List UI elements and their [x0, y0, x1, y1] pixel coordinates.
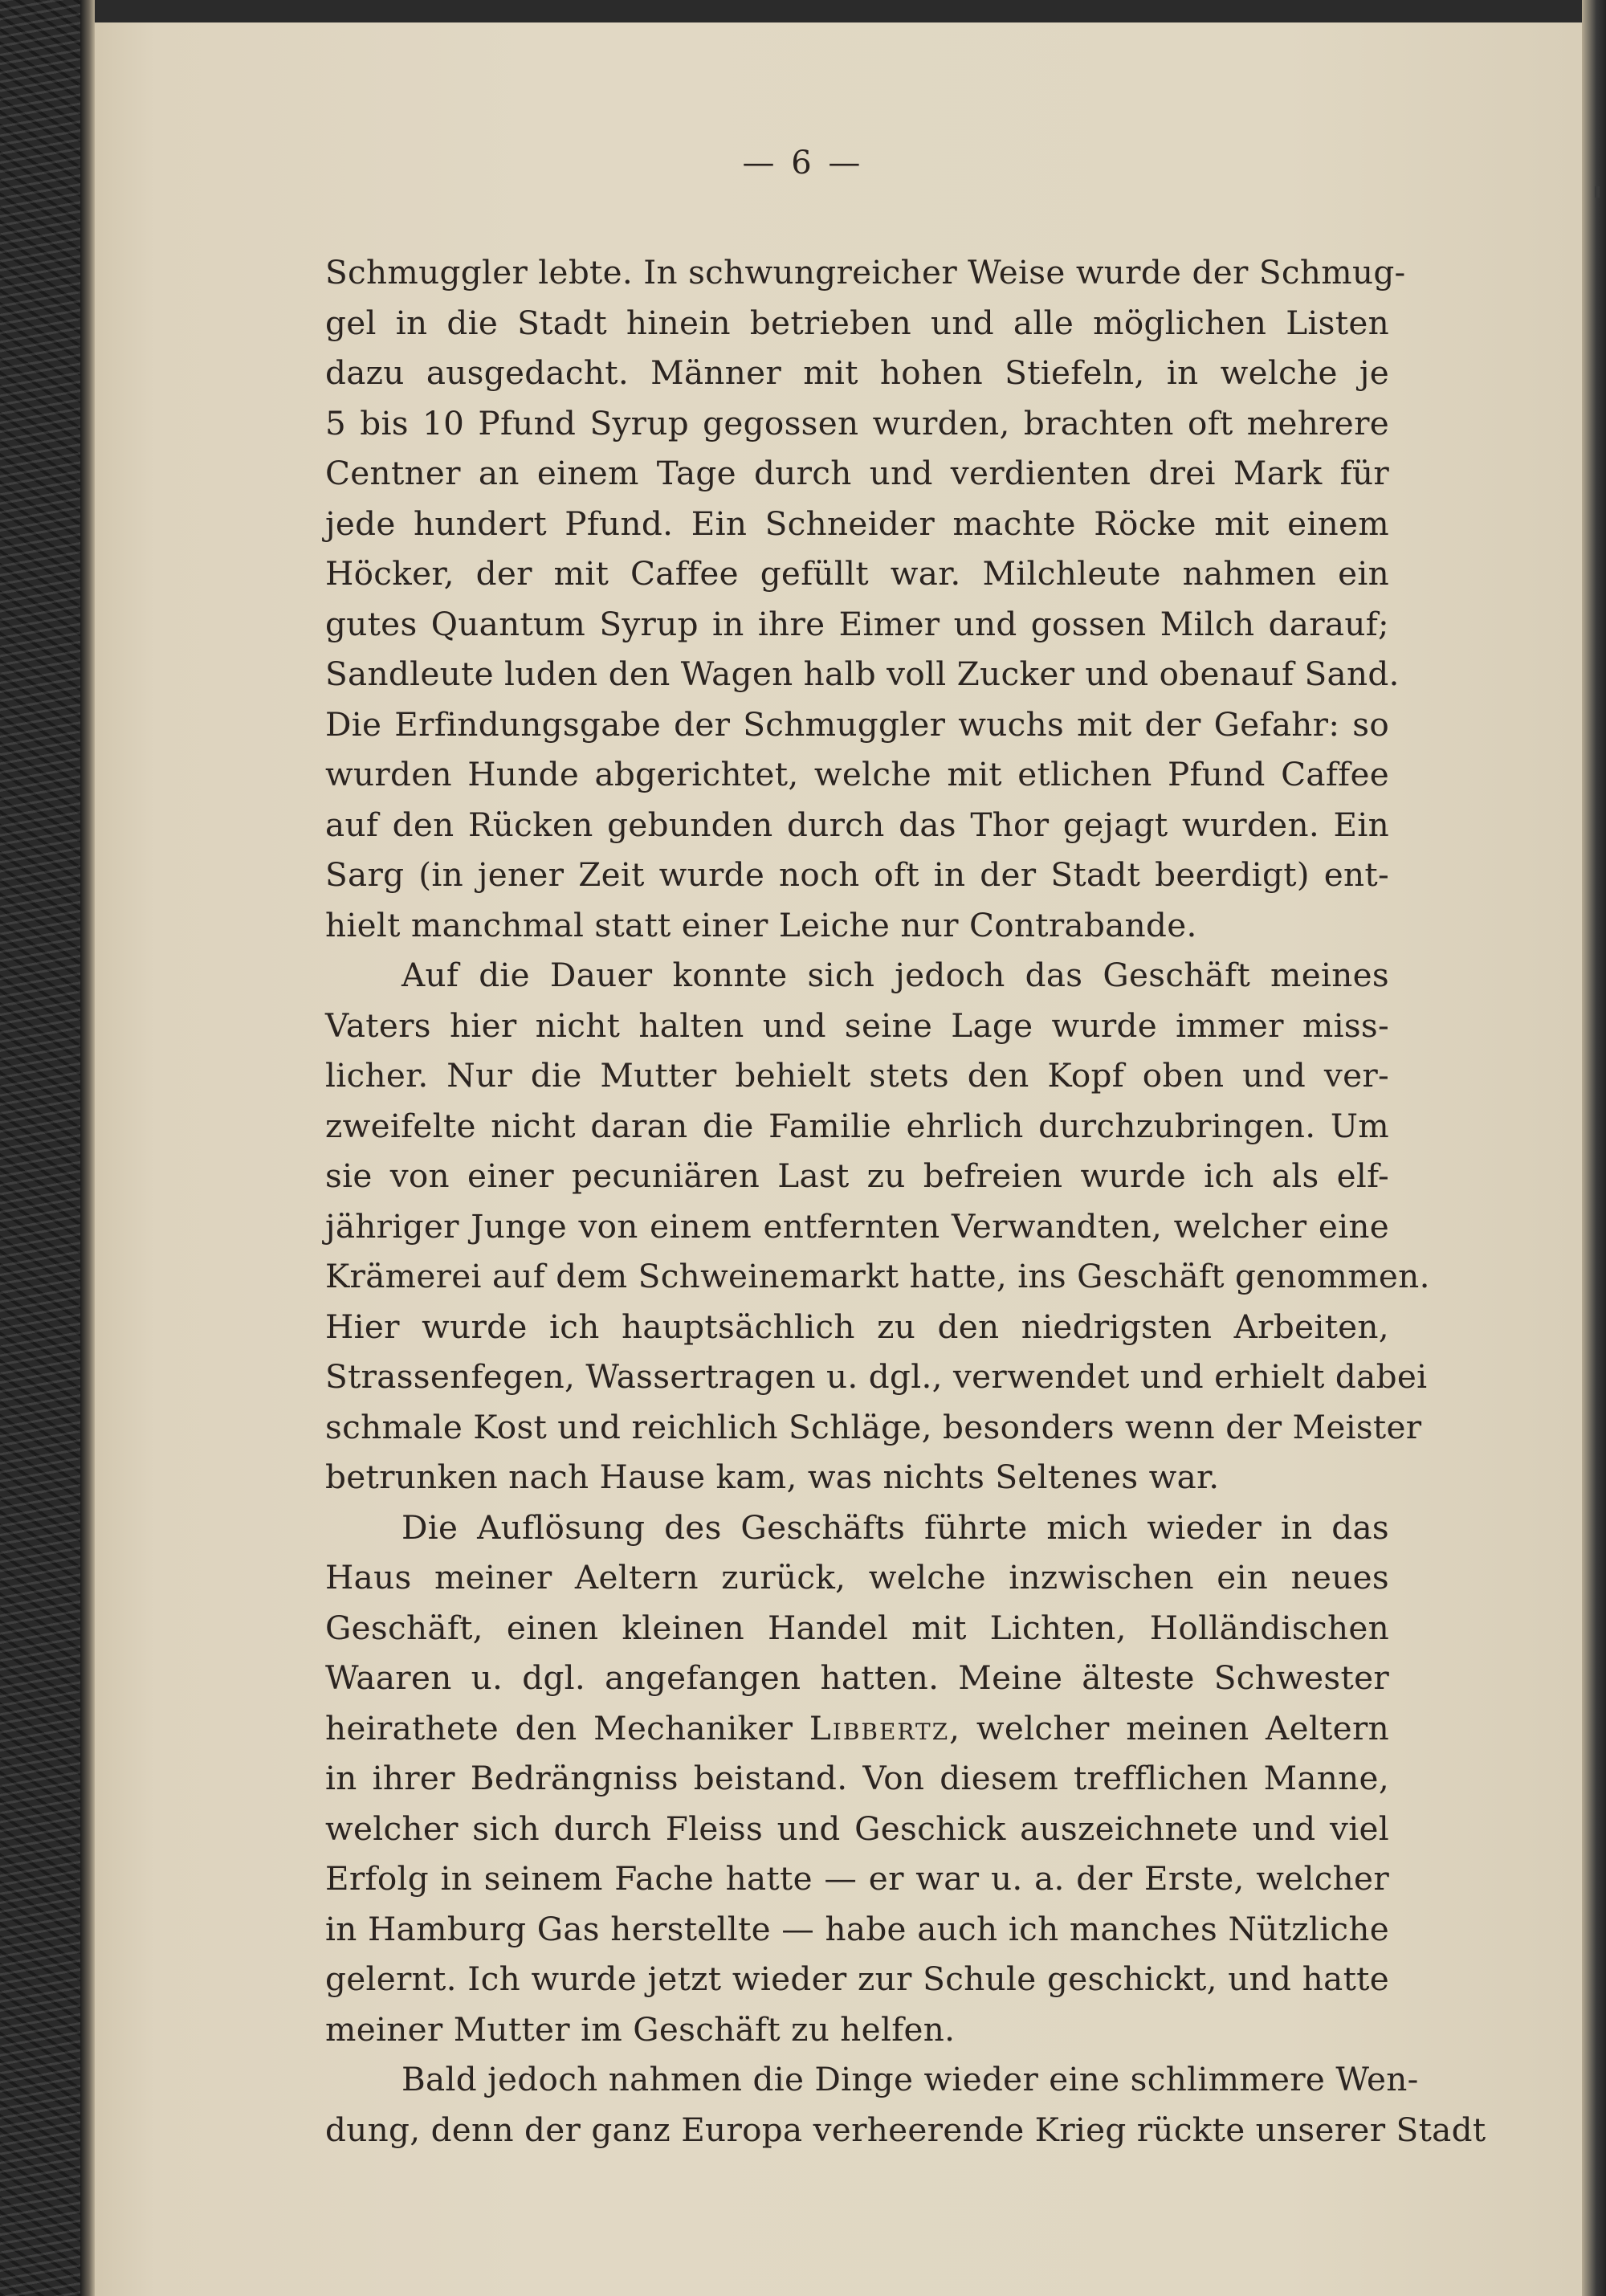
binding-shadow — [80, 0, 95, 2296]
text-line: Die Auflösung des Geschäfts führte mich wieder in das — [402, 1507, 1389, 1547]
text-line: zweifelte nicht daran die Familie ehrlich durchzubringen. Um — [325, 1106, 1389, 1145]
text-segment: , welcher meinen Aeltern — [949, 1708, 1389, 1747]
text-line: Sarg (in jener Zeit wurde noch oft in der Stadt beerdigt) ent- — [325, 855, 1389, 894]
scan-right-edge — [1582, 0, 1606, 2296]
body-text — [325, 247, 1486, 2155]
text-line: betrunken nach Hause kam, was nichts Seltenes war. — [325, 1458, 1220, 1496]
text-line: Geschäft, einen kleinen Handel mit Lichten, Holländischen — [325, 1608, 1389, 1647]
text-line: Waaren u. dgl. angefangen hatten. Meine älteste Schwester — [325, 1658, 1389, 1697]
person-name: Libbertz — [809, 1708, 950, 1747]
text-line: welcher sich durch Fleiss und Geschick auszeichnete und viel — [325, 1809, 1389, 1848]
text-line: Haus meiner Aeltern zurück, welche inzwischen ein neues — [325, 1558, 1389, 1597]
text-line: Auf die Dauer konnte sich jedoch das Geschäft meines — [402, 956, 1389, 994]
text-line: gel in die Stadt hinein betrieben und alle möglichen Listen — [325, 303, 1389, 342]
text-line: Krämerei auf dem Schweinemarkt hatte, ins Geschäft genommen. — [325, 1257, 1430, 1295]
text-line: in ihrer Bedrängniss beistand. Von diesem trefflichen Manne, — [325, 1759, 1389, 1797]
margin-mark — [1595, 186, 1600, 198]
text-line: dung, denn der ganz Europa verheerende Krieg rückte unserer Stadt — [325, 2110, 1486, 2149]
text-line: Vaters hier nicht halten und seine Lage wurde immer miss- — [325, 1005, 1389, 1045]
text-line: Schmuggler lebte. In schwungreicher Weise wurde der Schmug- — [325, 253, 1406, 292]
text-line: dazu ausgedacht. Männer mit hohen Stiefeln, in welche je — [325, 353, 1389, 392]
text-line — [325, 1703, 1389, 1754]
text-line: Centner an einem Tage durch und verdienten drei Mark für — [325, 454, 1389, 492]
text-line: 5 bis 10 Pfund Syrup gegossen wurden, brachten oft mehrere — [325, 403, 1389, 442]
text-line: Bald jedoch nahmen die Dinge wieder eine schlimmere Wen- — [402, 2060, 1419, 2098]
scan-top-edge — [0, 0, 1606, 22]
text-line: jähriger Junge von einem entfernten Verwandten, welcher eine — [325, 1206, 1389, 1246]
text-line: jede hundert Pfund. Ein Schneider machte Röcke mit einem — [325, 504, 1389, 543]
text-line: sie von einer pecuniären Last zu befreien wurde ich als elf- — [325, 1156, 1389, 1195]
text-line: hielt manchmal statt einer Leiche nur Contrabande. — [325, 905, 1197, 944]
text-line: gutes Quantum Syrup in ihre Eimer und gossen Milch darauf; — [325, 604, 1389, 643]
text-line: Strassenfegen, Wassertragen u. dgl., verwendet und erhielt dabei — [325, 1357, 1428, 1396]
text-line: Sandleute luden den Wagen halb voll Zucker und obenauf Sand. — [325, 655, 1400, 693]
text-line: licher. Nur die Mutter behielt stets den Kopf oben und ver- — [325, 1056, 1389, 1095]
text-segment: heirathete den Mechaniker — [325, 1708, 809, 1747]
text-line: Die Erfindungsgabe der Schmuggler wuchs mit der Gefahr: so — [325, 704, 1389, 744]
text-line: Hier wurde ich hauptsächlich zu den niedrigsten Arbeiten, — [325, 1307, 1389, 1346]
text-line: auf den Rücken gebunden durch das Thor gejagt wurden. Ein — [325, 805, 1389, 844]
text-line: gelernt. Ich wurde jetzt wieder zur Schule geschickt, und hatte — [325, 1960, 1389, 1998]
text-line: in Hamburg Gas herstellte — habe auch ich manches Nützliche — [325, 1909, 1389, 1948]
text-line: schmale Kost und reichlich Schläge, besonders wenn der Meister — [325, 1407, 1422, 1446]
text-line: Erfolg in seinem Fache hatte — er war u. a. der Erste, welcher — [325, 1859, 1389, 1898]
text-line: Höcker, der mit Caffee gefüllt war. Milchleute nahmen ein — [325, 554, 1389, 593]
text-line: wurden Hunde abgerichtet, welche mit etlichen Pfund Caffee — [325, 755, 1389, 793]
page-number: — 6 — — [742, 145, 864, 181]
text-line: meiner Mutter im Geschäft zu helfen. — [325, 2009, 956, 2049]
